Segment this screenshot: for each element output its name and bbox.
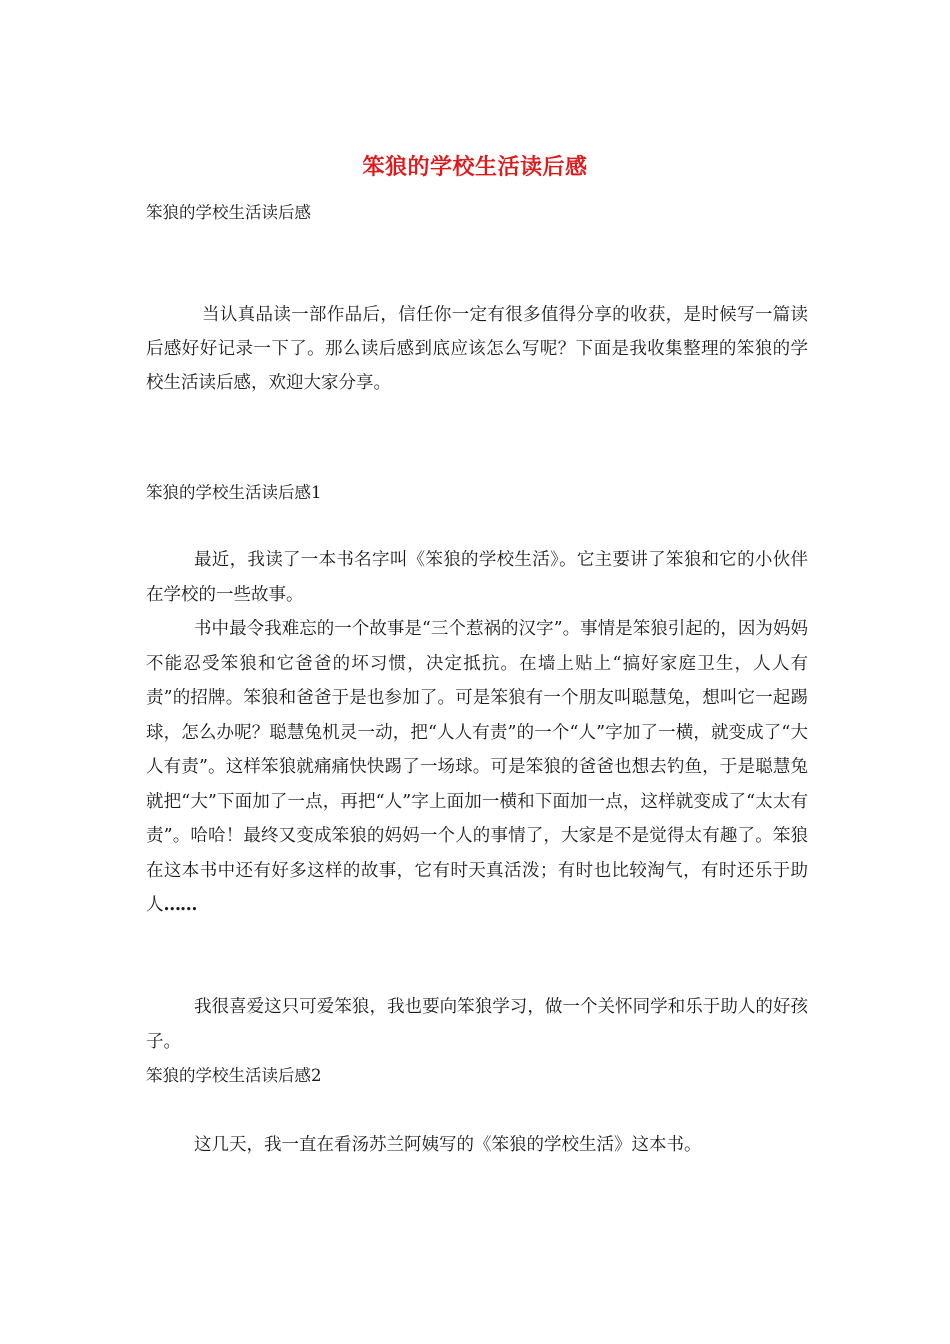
section-heading-2: 笨狼的学校生活读后感2 [146, 1066, 322, 1085]
intro-paragraph: 当认真品读一部作品后，信任你一定有很多值得分享的收获，是时候写一篇读后感好好记录一下了。那么读后感到底应该怎么写呢？下面是我收集整理的笨狼的学校生活读后感，欢迎大家分享。 [146, 305, 808, 393]
ellipsis: …… [163, 895, 197, 915]
section1-paragraph-3: 我很喜爱这只可爱笨狼，我也要向笨狼学习，做一个关怀同学和乐于助人的好孩子。 [146, 997, 808, 1052]
section1-paragraph-2 [146, 612, 808, 923]
subtitle: 笨狼的学校生活读后感 [146, 203, 311, 222]
section-heading-1: 笨狼的学校生活读后感1 [146, 483, 322, 502]
page-title: 笨狼的学校生活读后感 [362, 154, 588, 180]
section1-paragraph-2-text: 书中最令我难忘的一个故事是“三个惹祸的汉字”。事情是笨狼引起的，因为妈妈不能忍受笨狼和它爸爸的坏习惯，决定抵抗。在墙上贴上“搞好家庭卫生，人人有责”的招牌。笨狼和爸爸于是也参加了。可是笨狼有一个朋友叫聪慧兔，想叫它一起踢球，怎么办呢？聪慧兔机灵一动，把“人人有责”的一个“人”字加了一横，就变成了“大人有责”。这样笨狼就痛痛快快踢了一场球。可是笨狼的爸爸也想去钓鱼，于是聪慧兔就把“大”下面加了一点，再把“人”字上面加一横和下面加一点，这样就变成了“太太有责”。哈哈！最终又变成笨狼的妈妈一个人的事情了，大家是不是觉得太有趣了。笨狼在这本书中还有好多这样的故事，它有时天真活泼；有时也比较淘气，有时还乐于助人 [146, 619, 808, 915]
section1-paragraph-1: 最近，我读了一本书名字叫《笨狼的学校生活》。它主要讲了笨狼和它的小伙伴在学校的一些故事。 [146, 550, 808, 605]
section2-paragraph-1: 这几天，我一直在看汤苏兰阿姨写的《笨狼的学校生活》这本书。 [194, 1135, 702, 1155]
